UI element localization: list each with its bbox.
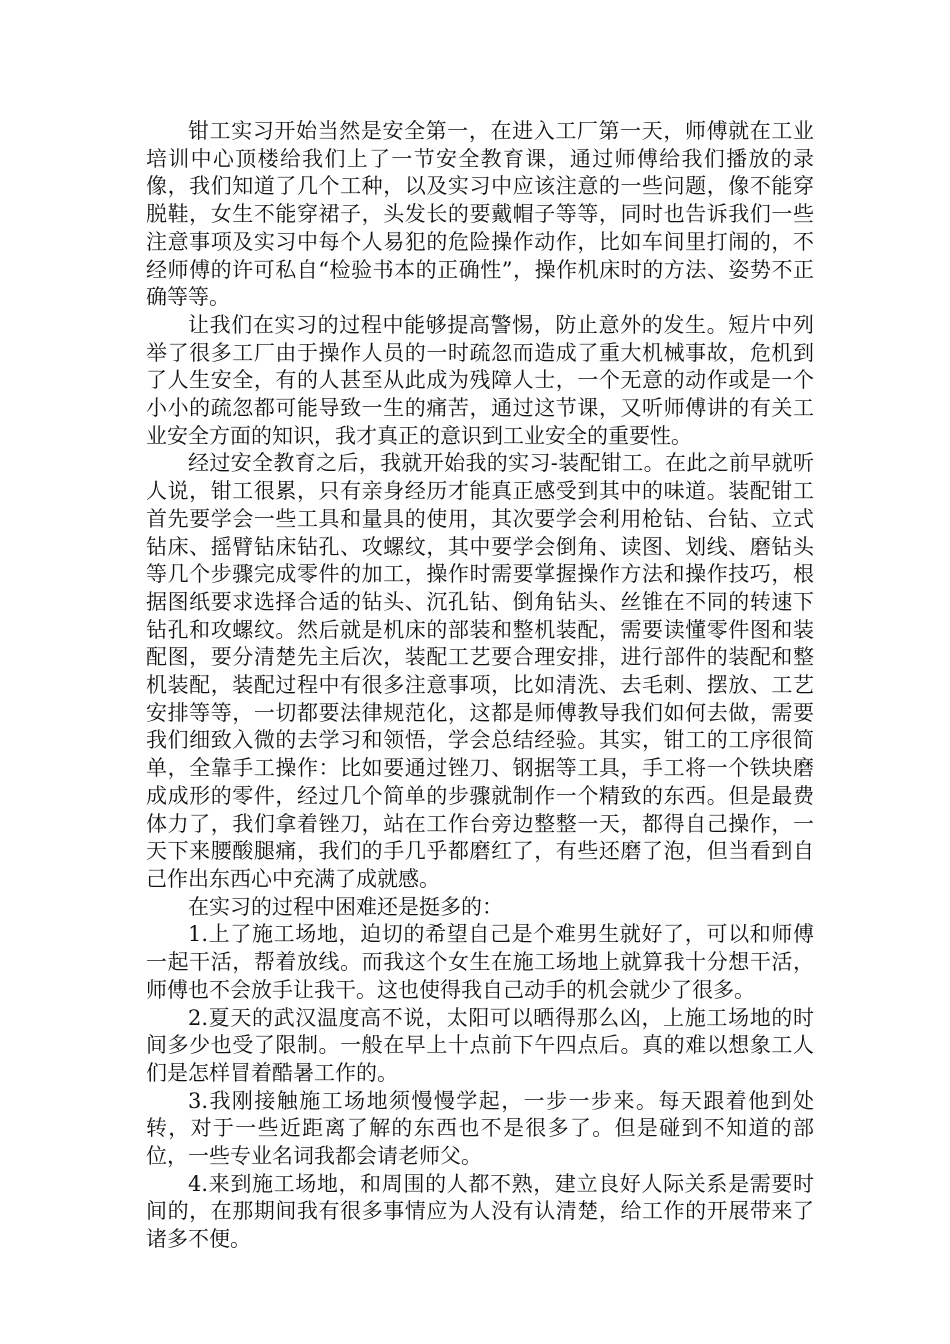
paragraph-difficulty-4: 4.来到施工场地，和周围的人都不熟，建立良好人际关系是需要时间的，在那期间我有很多事情应为人没有认清楚，给工作的开展带来了诸多不便。 [146, 1171, 814, 1252]
document-body [146, 118, 814, 1254]
paragraph-difficulty-1: 1.上了施工场地，迫切的希望自己是个难男生就好了，可以和师傅一起干活，帮着放线。而我这个女生在施工场地上就算我十分想干活，师傅也不会放手让我干。这也使得我自己动手的机会就少了很多。 [146, 922, 814, 1002]
paragraph-difficulties-intro: 在实习的过程中困难还是挺多的： [188, 894, 503, 919]
paragraph-safety-awareness: 让我们在实习的过程中能够提高警惕，防止意外的发生。短片中列举了很多工厂由于操作人员的一时疏忽而造成了重大机械事故，危机到了人生安全，有的人甚至从此成为残障人士，一个无意的动作或是一个小小的疏忽都可能导致一生的痛苦，通过这节课，又听师傅讲的有关工业安全方面的知识，我才真正的意识到工业安全的重要性。 [146, 312, 814, 448]
paragraph-safety-training: 钳工实习开始当然是安全第一，在进入工厂第一天，师傅就在工业培训中心顶楼给我们上了一节安全教育课，通过师傅给我们播放的录像，我们知道了几个工种，以及实习中应该注意的一些问题，像不能穿脱鞋，女生不能穿裙子，头发长的要戴帽子等等，同时也告诉我们一些注意事项及实习中每个人易犯的危险操作动作，比如车间里打闹的，不经师傅的许可私自“检验书本的正确性”，操作机床时的方法、姿势不正确等等。 [146, 119, 814, 310]
paragraph-difficulty-3: 3.我刚接触施工场地须慢慢学起，一步一步来。每天跟着他到处转，对于一些近距离了解的东西也不是很多了。但是碰到不知道的部位，一些专业名词我都会请老师父。 [146, 1088, 814, 1169]
paragraph-assembly-fitter: 经过安全教育之后，我就开始我的实习-装配钳工。在此之前早就听人说，钳工很累，只有亲身经历才能真正感受到其中的味道。装配钳工首先要学会一些工具和量具的使用，其次要学会利用枪钻、台钻、立式钻床、摇臂钻床钻孔、攻螺纹，其中要学会倒角、读图、划线、磨钻头等几个步骤完成零件的加工，操作时需要掌握操作方法和操作技巧，根据图纸要求选择合适的钻头、沉孔钻、倒角钻头、丝锥在不同的转速下钻孔和攻螺纹。然后就是机床的部装和整机装配，需要读懂零件图和装配图，要分清楚先主后次，装配工艺要合理安排，进行部件的装配和整机装配，装配过程中有很多注意事项，比如清洗、去毛刺、摆放、工艺安排等等，一切都要法律规范化，这都是师傅教导我们如何去做，需要我们细致入微的去学习和领悟，学会总结经验。其实，钳工的工序很简单，全靠手工操作：比如要通过锉刀、钢据等工具，手工将一个铁块磨成成形的零件，经过几个简单的步骤就制作一个精致的东西。但是最费体力了，我们拿着锉刀，站在工作台旁边整整一天，都得自己操作，一天下来腰酸腿痛，我们的手几乎都磨红了，有些还磨了泡，但当看到自己作出东西心中充满了成就感。 [146, 451, 814, 891]
paragraph-difficulty-2: 2.夏天的武汉温度高不说，太阳可以晒得那么凶，上施工场地的时间多少也受了限制。一般在早上十点前下午四点后。真的难以想象工人们是怎样冒着酷暑工作的。 [146, 1005, 814, 1085]
